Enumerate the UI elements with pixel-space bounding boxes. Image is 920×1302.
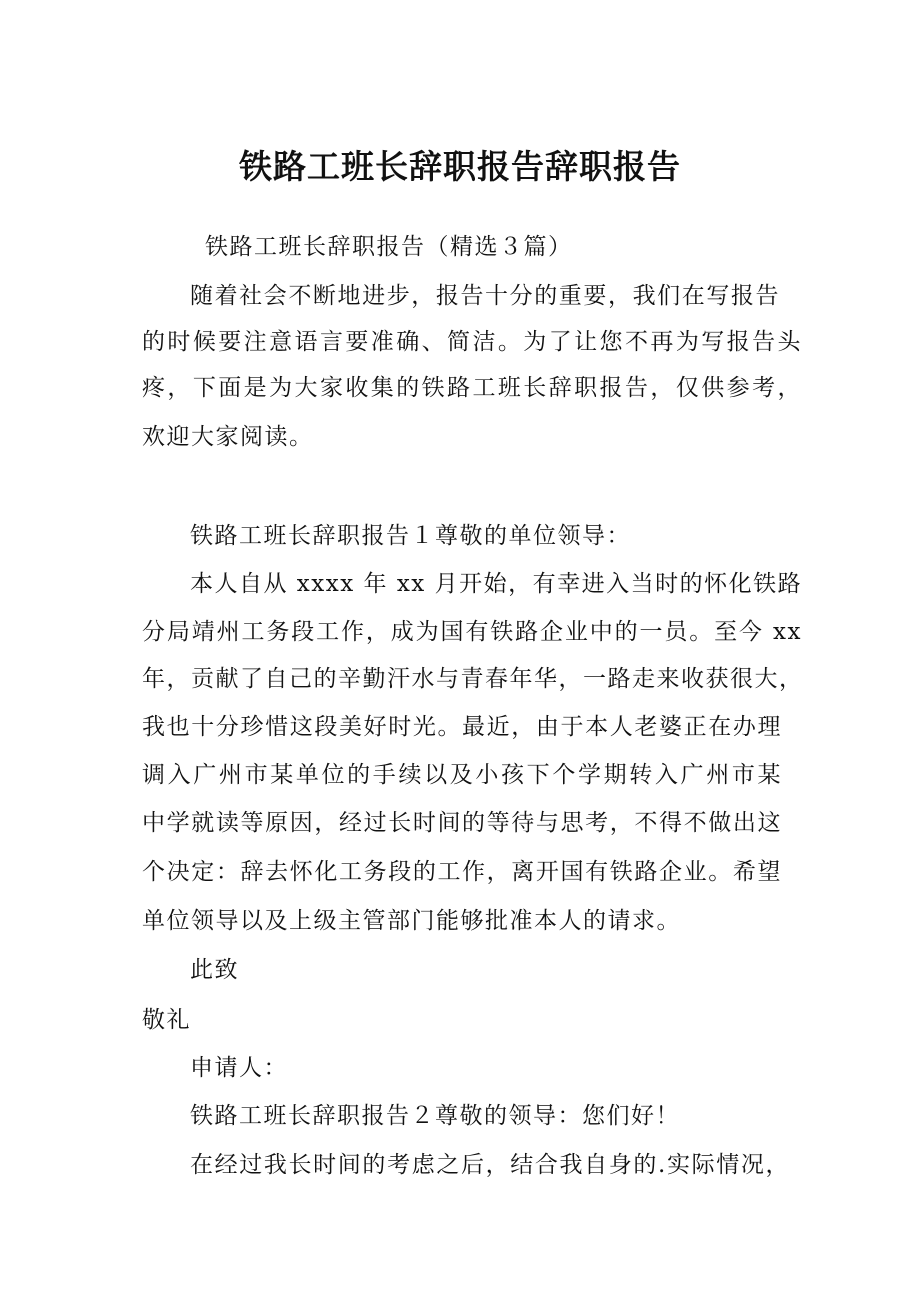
report1-heading: 铁路工班长辞职报告１尊敬的单位领导： [190, 523, 631, 549]
report1-applicant: 申请人： [190, 1055, 288, 1081]
report1-body-line: 中学就读等原因，经过长时间的等待与思考，不得不做出这 [142, 810, 782, 836]
report1-body-line: 调入广州市某单位的手续以及小孩下个学期转入广州市某 [142, 762, 782, 788]
report1-body-line: 个决定：辞去怀化工务段的工作，离开国有铁路企业。希望 [142, 859, 782, 885]
intro-line: 欢迎大家阅读。 [142, 424, 314, 450]
document-title: 铁路工班长辞职报告辞职报告 [239, 147, 681, 186]
document-subtitle: 铁路工班长辞职报告（精选３篇） [205, 234, 573, 260]
report2-heading: 铁路工班长辞职报告２尊敬的领导：您们好！ [190, 1103, 680, 1129]
report1-closing: 此致 [190, 957, 239, 983]
intro-line: 疼，下面是为大家收集的铁路工班长辞职报告，仅供参考， [142, 375, 802, 401]
intro-line: 的时候要注意语言要准确、简洁。为了让您不再为写报告头 [142, 329, 802, 355]
report1-body-line: 我也十分珍惜这段美好时光。最近，由于本人老婆正在办理 [142, 714, 782, 740]
report1-salute: 敬礼 [142, 1007, 191, 1033]
report1-body-line: 本人自从 xxxx 年 xx 月开始，有幸进入当时的怀化铁路 [190, 571, 803, 597]
intro-line: 随着社会不断地进步，报告十分的重要，我们在写报告 [190, 283, 780, 309]
report1-body-line: 分局靖州工务段工作，成为国有铁路企业中的一员。至今 xx [142, 619, 802, 645]
report2-body-line: 在经过我长时间的考虑之后，结合我自身的.实际情况， [190, 1152, 790, 1178]
report1-body-line: 年，贡献了自己的辛勤汗水与青春年华，一路走来收获很大， [142, 666, 804, 692]
report1-body-line: 单位领导以及上级主管部门能够批准本人的请求。 [142, 908, 681, 934]
